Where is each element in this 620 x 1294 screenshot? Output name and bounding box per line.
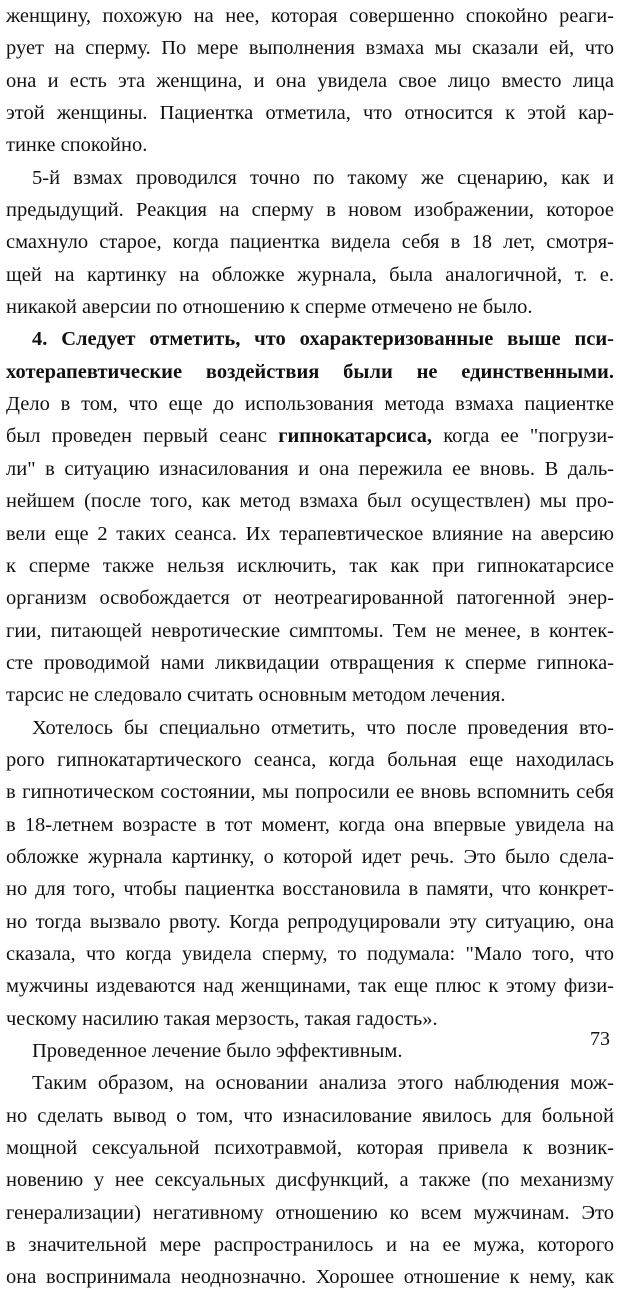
text-line: в 18-летнем возрасте в тот момент, когда она впервые увидела на xyxy=(6,813,614,836)
text-line: тарсис не следовало считать основным методом лечения. xyxy=(6,684,506,707)
text-line: щей на картинку на обложке журнала, была аналогичной, т. е. xyxy=(6,263,614,286)
text-line: гии, питающей невротические симптомы. Тем не менее, в контек- xyxy=(6,619,614,642)
paragraph-first-line: Таким образом, на основании анализа этого наблюдения мож- xyxy=(32,1072,614,1095)
paragraph-first-line: 5-й взмах проводился точно по такому же сценарию, как и xyxy=(32,166,614,189)
text-line: рует на сперму. По мере выполнения взмаха мы сказали ей, что xyxy=(6,37,614,60)
text-line: Дело в том, что еще до использования метода взмаха пациентке xyxy=(6,393,614,416)
text-line: вели еще 2 таких сеанса. Их терапевтическое влияние на аверсию xyxy=(6,522,614,545)
text-line: но сделать вывод о том, что изнасилование явилось для больной xyxy=(6,1104,614,1127)
text-line: генерализации) негативному отношению ко всем мужчинам. Это xyxy=(6,1201,614,1224)
page-number: 73 xyxy=(590,1028,610,1050)
text-line-with-bold-term xyxy=(6,420,614,452)
text-line: тинке спокойно. xyxy=(6,134,148,157)
text-line: но для того, чтобы пациентка восстановила в памяти, что конкрет- xyxy=(6,878,614,901)
text-line: женщину, похожую на нее, которая совершенно спокойно реаги- xyxy=(6,5,614,27)
text-line: нейшем (после того, как метод взмаха был осуществлен) мы про- xyxy=(6,490,614,513)
text-line: сказала, что когда увидела сперму, то подумала: "Мало того, что xyxy=(6,942,614,965)
text-line: сте проводимой нами ликвидации отвращения к сперме гипнока- xyxy=(6,651,614,674)
text-line: ли" в ситуацию изнасилования и она пережила ее вновь. В даль- xyxy=(6,457,614,480)
text-line: она и есть эта женщина, и она увидела свое лицо вместо лица xyxy=(6,69,614,92)
text-line: организм освобождается от неотреагированной патогенной энер- xyxy=(6,587,614,610)
paragraph-first-line: Хотелось бы специально отметить, что после проведения вто- xyxy=(32,716,614,739)
text-segment: когда ее "погрузи- xyxy=(432,425,615,448)
text-line: но тогда вызвало рвоту. Когда репродуцировали эту ситуацию, она xyxy=(6,910,614,933)
text-line: новению у нее сексуальных дисфункций, а также (по механизму xyxy=(6,1169,614,1192)
text-line: никакой аверсии по отношению к сперме отмечено не было. xyxy=(6,296,533,319)
text-line: этой женщины. Пациентка отметила, что относится к этой кар- xyxy=(6,102,614,125)
page-body-text xyxy=(6,0,614,1294)
text-line: в гипнотическом состоянии, мы попросили ее вновь вспомнить себя xyxy=(6,781,614,804)
text-line: в значительной мере распространилось и на ее мужа, которого xyxy=(6,1234,614,1257)
text-line: ческому насилию такая мерзость, такая гадость». xyxy=(6,1007,438,1030)
paragraph-single-line: Проведенное лечение было эффективным. xyxy=(32,1040,403,1062)
text-line: мужчины издеваются над женщинами, так еще плюс к этому физи- xyxy=(6,975,614,998)
text-line: обложке журнала картинку, о которой идет речь. Это было сделa- xyxy=(6,845,614,868)
bold-term: гипнокатарсиса, xyxy=(278,425,433,448)
text-line: рого гипнокатартического сеанса, когда больная еще находилась xyxy=(6,748,614,771)
text-line: смахнуло старое, когда пациентка видела себя в 18 лет, смотря- xyxy=(6,231,614,254)
text-line: мощной сексуальной психотравмой, которая привела к возник- xyxy=(6,1137,614,1160)
bold-heading-line: 4. Следует отметить, что охарактеризованные выше пси- xyxy=(32,328,614,351)
text-line: к сперме также нельзя исключить, так как при гипнокатарсисе xyxy=(6,554,614,577)
text-line: она воспринимала неоднозначно. Хорошее отношение к нему, как xyxy=(6,1266,614,1289)
text-segment: был проведен первый сеанс xyxy=(6,425,279,448)
bold-heading-line: хотерапевтические воздействия были не единственными. xyxy=(6,360,614,383)
text-line: предыдущий. Реакция на сперму в новом изображении, которое xyxy=(6,199,614,222)
